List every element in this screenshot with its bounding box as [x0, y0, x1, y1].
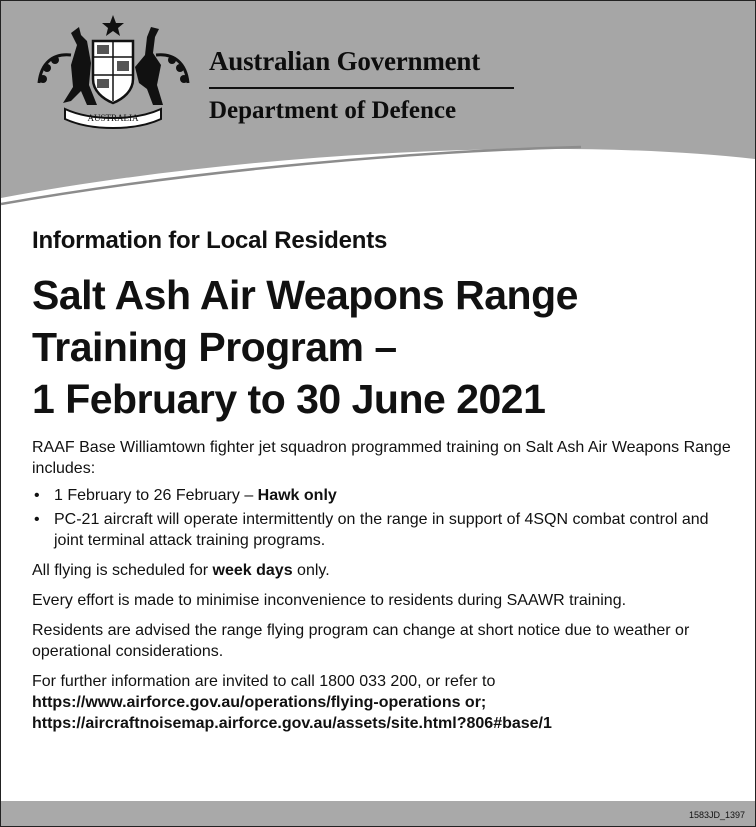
advice-paragraph: Residents are advised the range flying program can change at short notice due to weather or operational considerations. [32, 622, 690, 660]
bullet-text: 1 February to 26 February – [54, 487, 258, 504]
contact-text: For further information are invited to call 1800 033 200, or refer to [32, 673, 496, 690]
headline-line: Salt Ash Air Weapons Range [32, 272, 578, 318]
flying-end: only. [292, 562, 330, 579]
bullet-icon: • [34, 487, 40, 504]
effort-paragraph: Every effort is made to minimise inconvenience to residents during SAAWR training. [32, 592, 627, 609]
flying-bold: week days [212, 562, 293, 579]
link-operations[interactable]: https://www.airforce.gov.au/operations/flying-operations or; [32, 694, 487, 711]
flying-schedule [32, 560, 732, 581]
link-noise-map[interactable]: https://aircraftnoisemap.airforce.gov.au/assets/site.html?806#base/1 [32, 715, 552, 732]
contact-paragraph [32, 671, 732, 734]
bullet-icon: • [34, 511, 40, 528]
government-name: Australian Government [209, 46, 481, 76]
flying-text: All flying is scheduled for [32, 562, 213, 579]
training-list [32, 485, 732, 551]
coat-of-arms-icon [31, 13, 196, 133]
bullet-text: PC-21 aircraft will operate intermittently on the range in support of 4SQN combat control and joint terminal attack training programs. [54, 511, 709, 549]
intro-paragraph: RAAF Base Williamtown fighter jet squadron programmed training on Salt Ash Air Weapons Range includes: [32, 439, 731, 477]
government-header [1, 1, 755, 216]
list-item [32, 509, 732, 551]
notice-kicker: Information for Local Residents [32, 227, 388, 254]
bullet-bold: Hawk only [257, 487, 337, 504]
headline-line: 1 February to 30 June 2021 [32, 376, 546, 422]
department-name: Department of Defence [209, 97, 457, 124]
job-reference: 1583JD_1397 [688, 810, 745, 820]
list-item [32, 485, 732, 506]
svg-text:AUSTRALIA: AUSTRALIA [87, 113, 139, 123]
footer-band [1, 801, 755, 826]
header-divider [209, 87, 514, 89]
headline-line: Training Program – [32, 324, 397, 370]
notice-body [32, 227, 732, 734]
notice-headline [32, 269, 732, 425]
